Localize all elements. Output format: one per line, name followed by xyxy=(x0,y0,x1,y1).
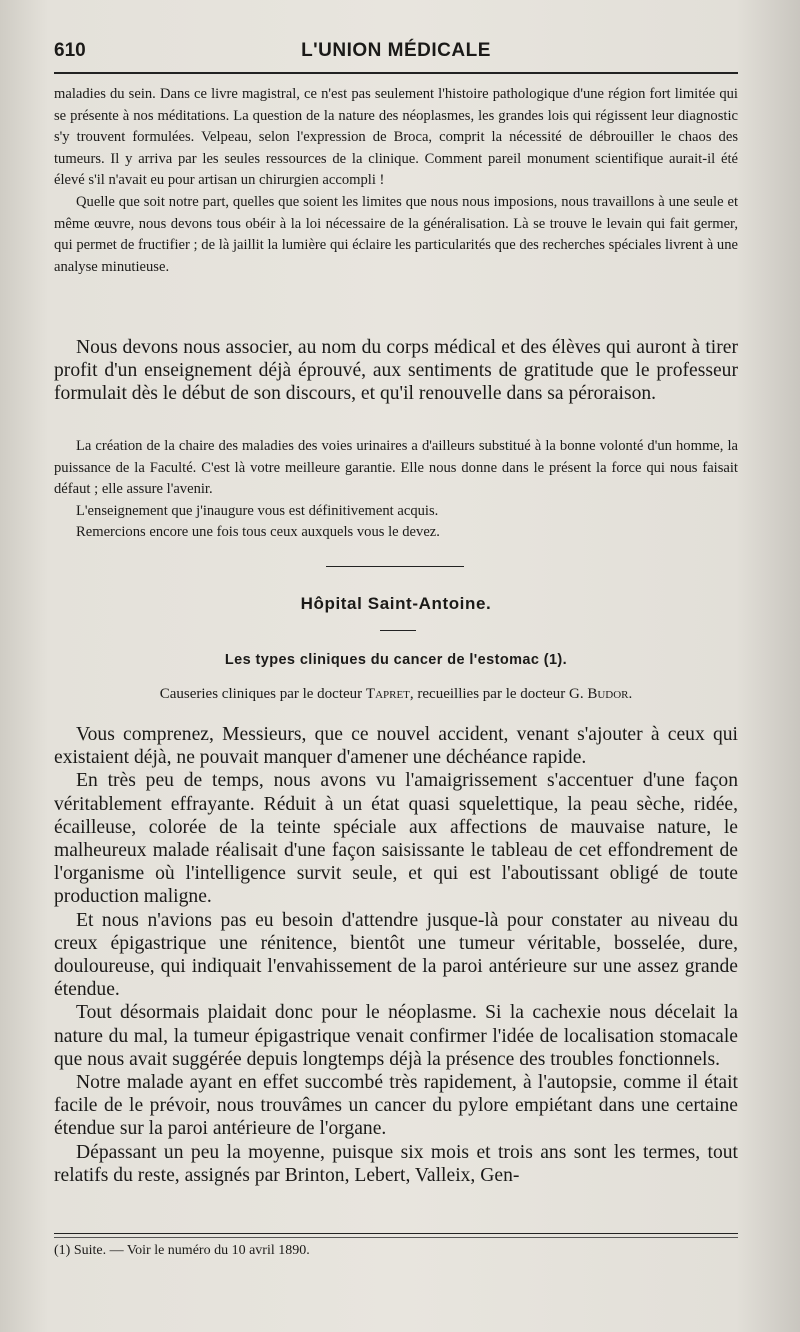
footnote xyxy=(54,1243,738,1259)
body-paragraph: Dépassant un peu la moyenne, puisque six mois et trois ans sont les termes, tout relatifs du reste, assignés par Brinton, Lebert, Valleix, Gen- xyxy=(54,1141,738,1186)
continuation-paragraph: maladies du sein. Dans ce livre magistral, ce n'est pas seulement l'histoire pathologique d'une région fort limitée qui se présente à nos méditations. La question de la nature des néoplasmes, les grandes lois qui régissent leur diagnostic s'y trouvent formulées. Velpeau, selon l'expression de Broca, comprit la nécessité de débrouiller le chaos des tumeurs. Il y arriva par les seules ressources de la clinique. Comment pareil monument scientifique aurait-il été élevé s'il n'avait eu pour artisan un chirurgien accompli ! xyxy=(54,86,738,189)
continuation-text xyxy=(54,84,738,278)
footnote-rule-thin xyxy=(54,1237,738,1238)
continuation-paragraph: Quelle que soit notre part, quelles que soient les limites que nous nous imposions, nous travaillons à une seule et même œuvre, nous devons tous obéir à la loi nécessaire de la généralisation. Là se trouve le levain qui fait germer, qui permet de fructifier ; de là jaillit la lumière qui éclaire les particularités que des recherches spéciales livrent à une analyse minutieuse. xyxy=(54,193,738,275)
closing-paragraph: L'enseignement que j'inaugure vous est définitivement acquis. xyxy=(76,502,439,519)
body-paragraph: Et nous n'avions pas eu besoin d'attendre jusque-là pour constater au niveau du creux épigastrique une rénitence, bientôt une tumeur véritable, bosselée, dure, douloureuse, qui indiquait l'envahissement de la paroi antérieure sur une assez grande étendue. xyxy=(54,909,738,1001)
journal-title: L'UNION MÉDICALE xyxy=(301,40,491,61)
closing-paragraph: Remercions encore une fois tous ceux auxquels vous le devez. xyxy=(76,524,440,541)
closing-paragraph: La création de la chaire des maladies des voies urinaires a d'ailleurs substitué à la bonne volonté d'un homme, la puissance de la Faculté. C'est là votre meilleure garantie. Elle nous donne dans le présent la force qui nous faisait défaut ; elle assure l'avenir. xyxy=(54,438,738,498)
body-paragraph: Tout désormais plaidait donc pour le néoplasme. Si la cachexie nous décelait la nature du mal, la tumeur épigastrique venait confirmer l'idée de localisation stomacale que nous avait suggérée depuis longtemps déjà la présence des troubles fonctionnels. xyxy=(54,1002,738,1070)
body-paragraph: Vous comprenez, Messieurs, que ce nouvel accident, venant s'ajouter à ceux qui existaient déjà, ne pouvait manquer d'amener une déchéance rapide. xyxy=(54,724,738,769)
closing-text xyxy=(54,436,738,544)
editorial-commentary xyxy=(54,336,738,406)
commentary-paragraph: Nous devons nous associer, au nom du corps médical et des élèves qui auront à tirer profit d'un enseignement déjà éprouvé, aux sentiments de gratitude que le professeur formulait dès le début de son discours, et qu'il renouvelle dans sa péroraison. xyxy=(54,337,738,405)
byline-middle: , recueillies par le docteur xyxy=(409,686,569,702)
author-name: Tapret xyxy=(365,686,410,702)
byline-suffix: . xyxy=(628,686,633,702)
lecture-title: Les types cliniques du cancer de l'estomac (1). xyxy=(224,652,568,668)
header-rule xyxy=(54,72,738,74)
running-header xyxy=(54,36,738,76)
hospital-heading: Hôpital Saint-Antoine. xyxy=(300,594,492,613)
footnote-text: (1) Suite. — Voir le numéro du 10 avril 1890. xyxy=(54,1243,310,1258)
footnote-rule xyxy=(54,1233,738,1234)
body-paragraph: En très peu de temps, nous avons vu l'amaigrissement s'accentuer d'une façon véritablement effrayante. Réduit à un état quasi squelettique, la peau sèche, ridée, écailleuse, colorée de la teinte spéciale aux affections de mauvaise nature, le malheureux malade réalisait d'une façon saisissante le tableau de cet effondrement de l'organisme où l'intelligence survit seule, et qui est l'aboutissant obligé de toute production maligne. xyxy=(54,770,738,908)
section-separator xyxy=(326,566,464,567)
collector-name: G. Budor xyxy=(569,686,629,702)
byline xyxy=(54,686,738,703)
body-paragraph: Notre malade ayant en effet succombé très rapidement, à l'autopsie, comme il était facile de le prévoir, nous trouvâmes un cancer du pylore empiétant dans une certaine étendue sur la paroi antérieure de l'organe. xyxy=(54,1072,738,1140)
page-number: 610 xyxy=(54,40,86,61)
byline-prefix: Causeries cliniques par le docteur xyxy=(159,686,366,702)
heading-rule xyxy=(380,630,416,631)
lecture-body xyxy=(54,723,738,1187)
